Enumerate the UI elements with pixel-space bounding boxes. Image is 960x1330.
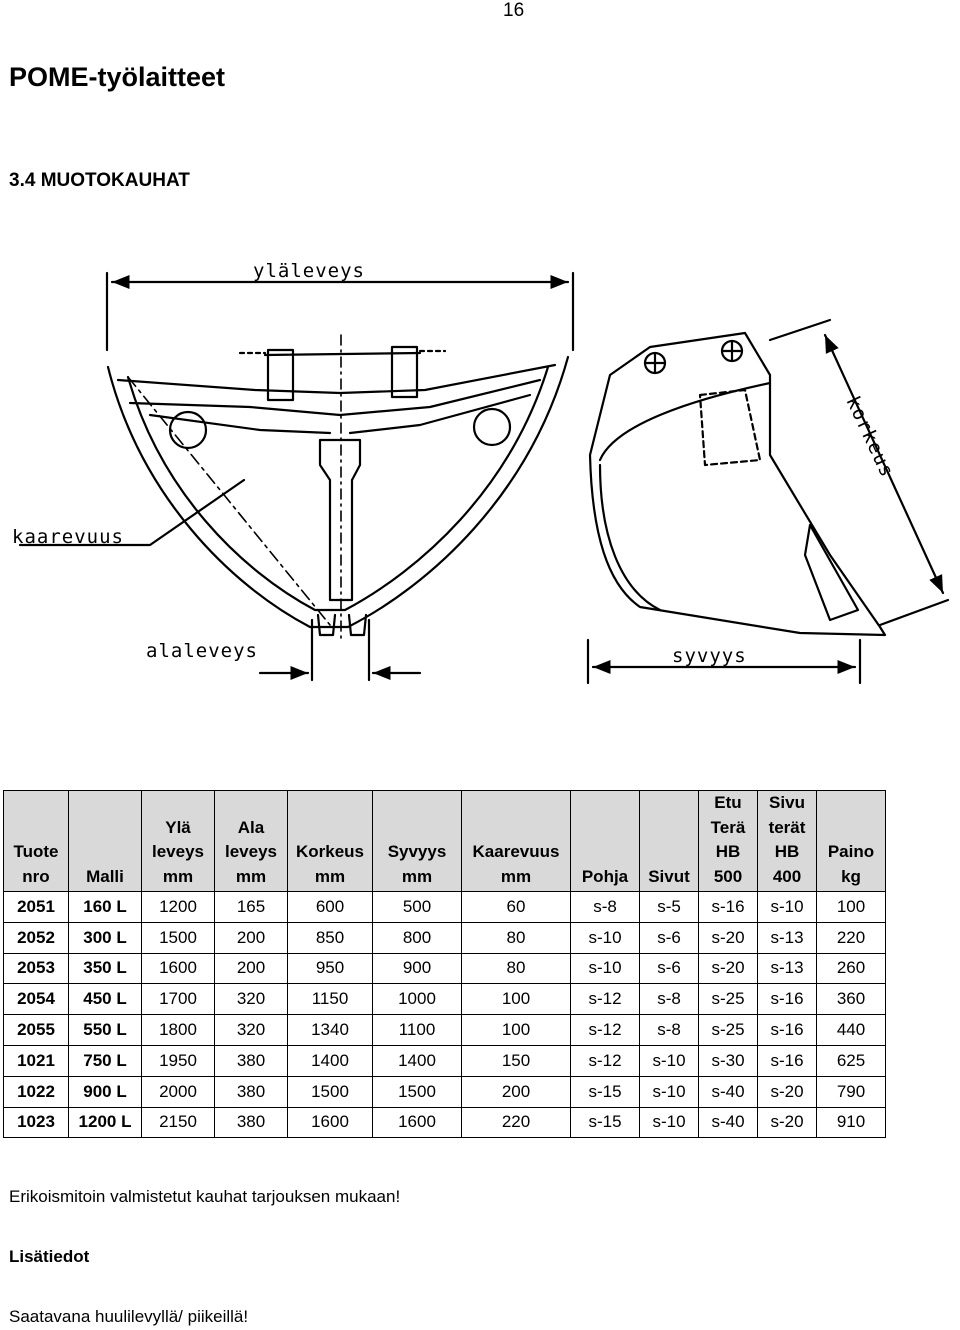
table-cell: 100 — [462, 984, 571, 1015]
column-header — [758, 791, 817, 892]
product-number-cell: 2053 — [4, 953, 69, 984]
table-cell: s-15 — [571, 1107, 640, 1138]
label-depth: syvyys — [672, 645, 747, 667]
table-cell: 60 — [462, 892, 571, 923]
table-cell: 910 — [817, 1107, 886, 1138]
label-curvature: kaarevuus — [12, 526, 124, 548]
header-text: terät — [768, 817, 806, 837]
header-text: Sivut — [648, 866, 690, 886]
header-text: Etu — [714, 793, 742, 812]
column-header — [462, 791, 571, 892]
column-header — [640, 791, 699, 892]
table-cell: s-12 — [571, 1015, 640, 1046]
table-header-row — [4, 791, 886, 892]
column-header — [4, 791, 69, 892]
table-cell: 950 — [288, 953, 373, 984]
label-top-width: yläleveys — [253, 260, 365, 282]
more-info-heading: Lisätiedot — [9, 1247, 90, 1266]
header-text: mm — [500, 866, 532, 886]
model-cell: 1200 L — [69, 1107, 142, 1138]
column-header — [69, 791, 142, 892]
model-cell: 900 L — [69, 1076, 142, 1107]
table-cell: s-30 — [699, 1045, 758, 1076]
table-cell: 200 — [215, 953, 288, 984]
bucket-shell-outer — [108, 357, 568, 627]
table-cell: 1950 — [142, 1045, 215, 1076]
table-cell: s-16 — [758, 1045, 817, 1076]
table-cell: s-10 — [640, 1107, 699, 1138]
table-cell: s-20 — [758, 1076, 817, 1107]
table-cell: 1700 — [142, 984, 215, 1015]
table-cell: 100 — [462, 1015, 571, 1046]
table-cell: 100 — [817, 892, 886, 923]
table-cell: s-6 — [640, 922, 699, 953]
table-row — [4, 922, 886, 953]
table-cell: 1800 — [142, 1015, 215, 1046]
table-cell: 200 — [462, 1076, 571, 1107]
table-cell: 1400 — [288, 1045, 373, 1076]
table-cell: 165 — [215, 892, 288, 923]
table-cell: 150 — [462, 1045, 571, 1076]
header-text: kg — [841, 866, 861, 886]
table-cell: 2000 — [142, 1076, 215, 1107]
table-cell: s-12 — [571, 984, 640, 1015]
table-cell: 850 — [288, 922, 373, 953]
table-cell: s-20 — [699, 922, 758, 953]
model-cell: 550 L — [69, 1015, 142, 1046]
header-text: Tuote — [13, 842, 59, 861]
product-number-cell: 2051 — [4, 892, 69, 923]
table-cell: 1000 — [373, 984, 462, 1015]
header-text: mm — [401, 866, 433, 886]
table-cell: s-6 — [640, 953, 699, 984]
header-text: Syvyys — [387, 842, 447, 861]
column-header — [288, 791, 373, 892]
header-text: Paino — [827, 842, 875, 861]
table-cell: 1600 — [373, 1107, 462, 1138]
header-text: mm — [314, 866, 346, 886]
model-cell: 160 L — [69, 892, 142, 923]
table-cell: s-25 — [699, 984, 758, 1015]
table-cell: s-8 — [640, 1015, 699, 1046]
table-cell: s-16 — [699, 892, 758, 923]
column-header — [215, 791, 288, 892]
model-cell: 300 L — [69, 922, 142, 953]
product-number-cell: 1021 — [4, 1045, 69, 1076]
header-text: 400 — [772, 866, 802, 886]
header-text: nro — [22, 866, 50, 886]
table-cell: 380 — [215, 1076, 288, 1107]
table-body — [4, 892, 886, 1138]
table-cell: 320 — [215, 984, 288, 1015]
table-cell: s-20 — [699, 953, 758, 984]
table-cell: 1500 — [288, 1076, 373, 1107]
bucket-diagram — [0, 255, 960, 715]
table-cell: s-15 — [571, 1076, 640, 1107]
table-cell: s-13 — [758, 922, 817, 953]
table-cell: 1600 — [288, 1107, 373, 1138]
table-cell: 80 — [462, 953, 571, 984]
table-cell: 790 — [817, 1076, 886, 1107]
table-cell: 220 — [817, 922, 886, 953]
header-text: Kaarevuus — [472, 842, 560, 861]
page-number: 16 — [503, 0, 525, 21]
table-row — [4, 1076, 886, 1107]
label-height: korkeus — [841, 392, 899, 482]
table-cell: s-25 — [699, 1015, 758, 1046]
table-cell: s-10 — [640, 1076, 699, 1107]
label-bottom-width: alaleveys — [146, 640, 258, 662]
product-number-cell: 2055 — [4, 1015, 69, 1046]
table-cell: 1200 — [142, 892, 215, 923]
header-text: Sivu — [769, 793, 805, 812]
product-number-cell: 2052 — [4, 922, 69, 953]
table-cell: 200 — [215, 922, 288, 953]
document-title: POME-työlaitteet — [9, 62, 226, 92]
table-cell: s-8 — [640, 984, 699, 1015]
table-cell: 900 — [373, 953, 462, 984]
table-cell: s-10 — [571, 953, 640, 984]
special-order-note: Erikoismitoin valmistetut kauhat tarjouksen mukaan! — [9, 1187, 401, 1206]
table-cell: 440 — [817, 1015, 886, 1046]
header-text: mm — [162, 866, 194, 886]
table-cell: 1600 — [142, 953, 215, 984]
table-cell: s-40 — [699, 1076, 758, 1107]
table-cell: 1500 — [373, 1076, 462, 1107]
availability-note: Saatavana huulilevyllä/ piikeillä! — [9, 1307, 249, 1326]
table-cell: 80 — [462, 922, 571, 953]
model-cell: 350 L — [69, 953, 142, 984]
table-cell: s-40 — [699, 1107, 758, 1138]
header-text: mm — [235, 866, 267, 886]
table-cell: 260 — [817, 953, 886, 984]
header-text: 500 — [713, 866, 743, 886]
header-text: Pohja — [581, 866, 629, 886]
table-cell: 320 — [215, 1015, 288, 1046]
section-title: 3.4 MUOTOKAUHAT — [9, 170, 190, 191]
column-header — [817, 791, 886, 892]
table-row — [4, 1107, 886, 1138]
header-text: Korkeus — [295, 842, 365, 861]
table-cell: 1500 — [142, 922, 215, 953]
table-cell: 360 — [817, 984, 886, 1015]
table-cell: s-13 — [758, 953, 817, 984]
column-header — [373, 791, 462, 892]
model-cell: 750 L — [69, 1045, 142, 1076]
table-cell: 220 — [462, 1107, 571, 1138]
table-cell: 1150 — [288, 984, 373, 1015]
header-text: HB — [715, 842, 741, 861]
table-cell: s-5 — [640, 892, 699, 923]
bucket-spec-table — [3, 790, 886, 1138]
column-header — [699, 791, 758, 892]
product-number-cell: 1022 — [4, 1076, 69, 1107]
table-cell: s-12 — [571, 1045, 640, 1076]
header-text: Malli — [86, 866, 124, 886]
table-cell: 1100 — [373, 1015, 462, 1046]
table-cell: 380 — [215, 1045, 288, 1076]
table-cell: s-10 — [640, 1045, 699, 1076]
table-cell: 500 — [373, 892, 462, 923]
table-cell: 800 — [373, 922, 462, 953]
column-header — [571, 791, 640, 892]
header-text: leveys — [225, 842, 277, 861]
table-cell: 1340 — [288, 1015, 373, 1046]
header-text: HB — [774, 842, 800, 861]
table-row — [4, 892, 886, 923]
table-row — [4, 1045, 886, 1076]
model-cell: 450 L — [69, 984, 142, 1015]
header-text: Terä — [710, 817, 746, 837]
table-cell: 380 — [215, 1107, 288, 1138]
table-cell: s-10 — [571, 922, 640, 953]
product-number-cell: 2054 — [4, 984, 69, 1015]
table-cell: s-16 — [758, 984, 817, 1015]
table-row — [4, 984, 886, 1015]
table-cell: 625 — [817, 1045, 886, 1076]
column-header — [142, 791, 215, 892]
header-text: leveys — [152, 842, 204, 861]
table-cell: 1400 — [373, 1045, 462, 1076]
table-row — [4, 1015, 886, 1046]
bucket-drawing — [0, 255, 960, 715]
table-row — [4, 953, 886, 984]
header-text: Ala — [237, 817, 265, 837]
table-cell: s-16 — [758, 1015, 817, 1046]
table-cell: s-20 — [758, 1107, 817, 1138]
table-cell: 2150 — [142, 1107, 215, 1138]
table-cell: s-8 — [571, 892, 640, 923]
table-cell: s-10 — [758, 892, 817, 923]
product-number-cell: 1023 — [4, 1107, 69, 1138]
table-cell: 600 — [288, 892, 373, 923]
header-text: Ylä — [165, 817, 191, 837]
